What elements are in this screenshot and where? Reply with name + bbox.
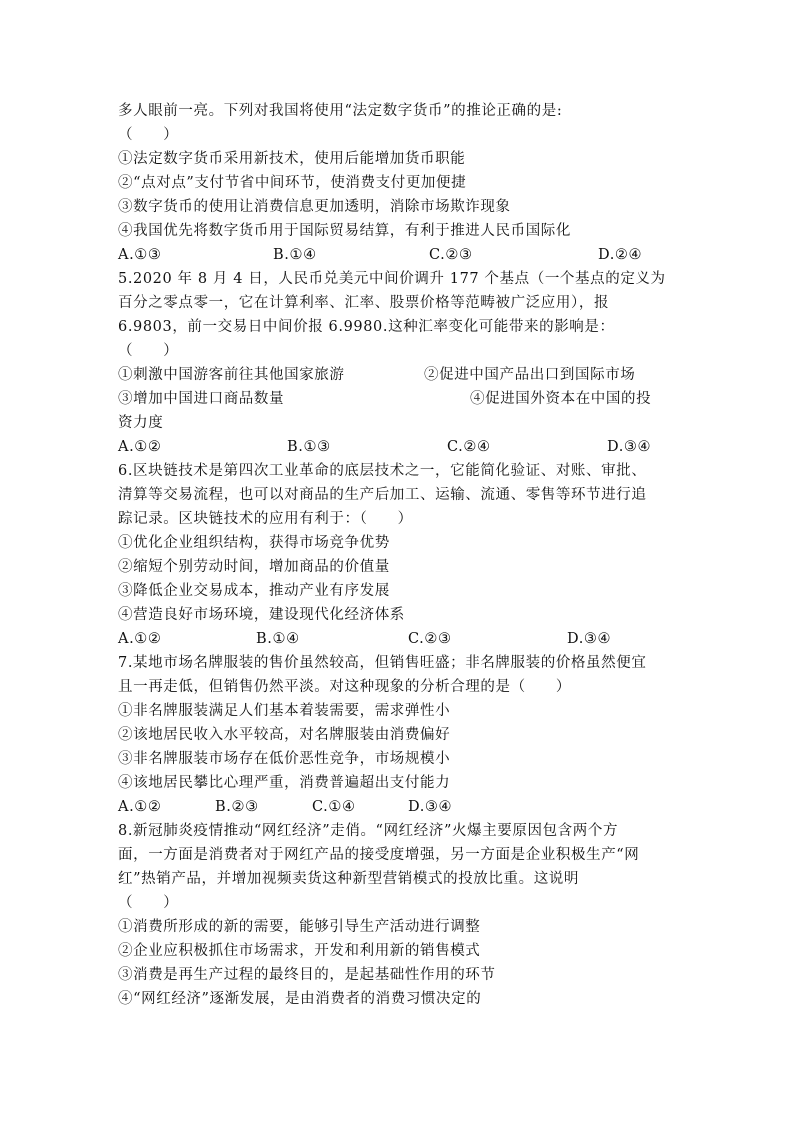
q5-stem-line-2: 百分之零点零一，它在计算利率、汇率、股票价格等范畴被广泛应用），报 bbox=[118, 295, 610, 311]
q5-stem-line-1: 5.2020 年 8 月 4 日，人民币兑美元中间价调升 177 个基点（一个基点的定义为 bbox=[118, 271, 666, 287]
q4-statement-2: ②“点对点”支付节省中间环节，使消费支付更加便捷 bbox=[118, 175, 467, 191]
q5-statements-row-1 bbox=[118, 365, 678, 385]
q6-option-c: C.②③ bbox=[408, 631, 452, 647]
q7-statement-3: ③非名牌服装市场存在低价恶性竞争，市场规模小 bbox=[118, 751, 451, 767]
q6-statement-3: ③降低企业交易成本，推动产业有序发展 bbox=[118, 583, 390, 599]
q7-statement-1: ①非名牌服装满足人们基本着装需要，需求弹性小 bbox=[118, 703, 451, 719]
q4-option-a: A.①③ bbox=[118, 247, 162, 263]
q5-option-b: B.①③ bbox=[287, 439, 331, 455]
q5-option-c: C.②④ bbox=[447, 439, 491, 455]
q8-statement-3: ③消费是再生产过程的最终目的，是起基础性作用的环节 bbox=[118, 967, 496, 983]
q5-answer-blank: （ ） bbox=[118, 343, 179, 359]
q7-option-b: B.②③ bbox=[215, 799, 259, 815]
q5-statement-4-cont: 资力度 bbox=[118, 415, 164, 431]
q4-statement-3: ③数字货币的使用让消费信息更加透明，消除市场欺诈现象 bbox=[118, 199, 511, 215]
q5-options bbox=[118, 437, 678, 457]
q7-statement-4: ④该地居民攀比心理严重，消费普遍超出支付能力 bbox=[118, 775, 451, 791]
q6-option-b: B.①④ bbox=[256, 631, 300, 647]
q5-statement-2: ②促进中国产品出口到国际市场 bbox=[424, 367, 636, 383]
q7-stem-line-2: 且一再走低，但销售仍然平淡。对这种现象的分析合理的是（ ） bbox=[118, 679, 571, 695]
q7-options bbox=[118, 797, 678, 817]
q6-option-a: A.①② bbox=[118, 631, 162, 647]
q5-statement-3: ③增加中国进口商品数量 bbox=[118, 391, 285, 407]
q6-statement-4: ④营造良好市场环境，建设现代化经济体系 bbox=[118, 607, 405, 623]
q4-option-b: B.①④ bbox=[273, 247, 317, 263]
q5-option-a: A.①② bbox=[118, 439, 162, 455]
q4-statement-4: ④我国优先将数字货币用于国际贸易结算，有利于推进人民币国际化 bbox=[118, 223, 571, 239]
q6-option-d: D.③④ bbox=[567, 631, 612, 647]
q4-stem-line: 多人眼前一亮。下列对我国将使用“法定数字货币”的推论正确的是: bbox=[118, 103, 563, 119]
q8-answer-blank: （ ） bbox=[118, 895, 179, 911]
q6-stem-line-1: 6.区块链技术是第四次工业革命的底层技术之一，它能简化验证、对账、审批、 bbox=[118, 463, 647, 479]
q7-statement-2: ②该地居民收入水平较高，对名牌服装由消费偏好 bbox=[118, 727, 451, 743]
q6-stem-line-3: 踪记录。区块链技术的应用有利于：（ ） bbox=[118, 511, 413, 527]
q8-stem-line-2: 面，一方面是消费者对于网红产品的接受度增强，另一方面是企业积极生产“网 bbox=[118, 847, 640, 863]
q5-statement-4: ④促进国外资本在中国的投 bbox=[470, 391, 652, 407]
q7-option-a: A.①② bbox=[118, 799, 162, 815]
q8-stem-line-1: 8.新冠肺炎疫情推动“网红经济”走俏。“网红经济”火爆主要原因包含两个方 bbox=[118, 823, 619, 839]
q4-option-d: D.②④ bbox=[598, 247, 643, 263]
q8-statement-2: ②企业应积极抓住市场需求，开发和利用新的销售模式 bbox=[118, 943, 481, 959]
q8-statement-1: ①消费所形成的新的需要，能够引导生产活动进行调整 bbox=[118, 919, 481, 935]
q7-option-d: D.③④ bbox=[408, 799, 453, 815]
q6-options bbox=[118, 629, 678, 649]
q4-answer-blank: （ ） bbox=[118, 127, 179, 143]
q4-option-c: C.②③ bbox=[429, 247, 473, 263]
q6-statement-2: ②缩短个别劳动时间，增加商品的价值量 bbox=[118, 559, 390, 575]
q4-statement-1: ①法定数字货币采用新技术，使用后能增加货币职能 bbox=[118, 151, 466, 167]
q7-stem-line-1: 7.某地市场名牌服装的售价虽然较高，但销售旺盛；非名牌服装的价格虽然便宜 bbox=[118, 655, 647, 671]
q4-options bbox=[118, 245, 678, 265]
q8-stem-line-3: 红”热销产品，并增加视频卖货这种新型营销模式的投放比重。这说明 bbox=[118, 871, 580, 887]
q7-option-c: C.①④ bbox=[312, 799, 356, 815]
q5-statement-1: ①刺激中国游客前往其他国家旅游 bbox=[118, 367, 345, 383]
q6-statement-1: ①优化企业组织结构，获得市场竞争优势 bbox=[118, 535, 390, 551]
q5-option-d: D.③④ bbox=[607, 439, 652, 455]
q5-statements-row-2 bbox=[118, 389, 678, 409]
q5-stem-line-3: 6.9803，前一交易日中间价报 6.9980.这种汇率变化可能带来的影响是： bbox=[118, 319, 615, 335]
q6-stem-line-2: 清算等交易流程，也可以对商品的生产后加工、运输、流通、零售等环节进行追 bbox=[118, 487, 647, 503]
q8-statement-4: ④“网红经济”逐渐发展，是由消费者的消费习惯决定的 bbox=[118, 991, 482, 1007]
